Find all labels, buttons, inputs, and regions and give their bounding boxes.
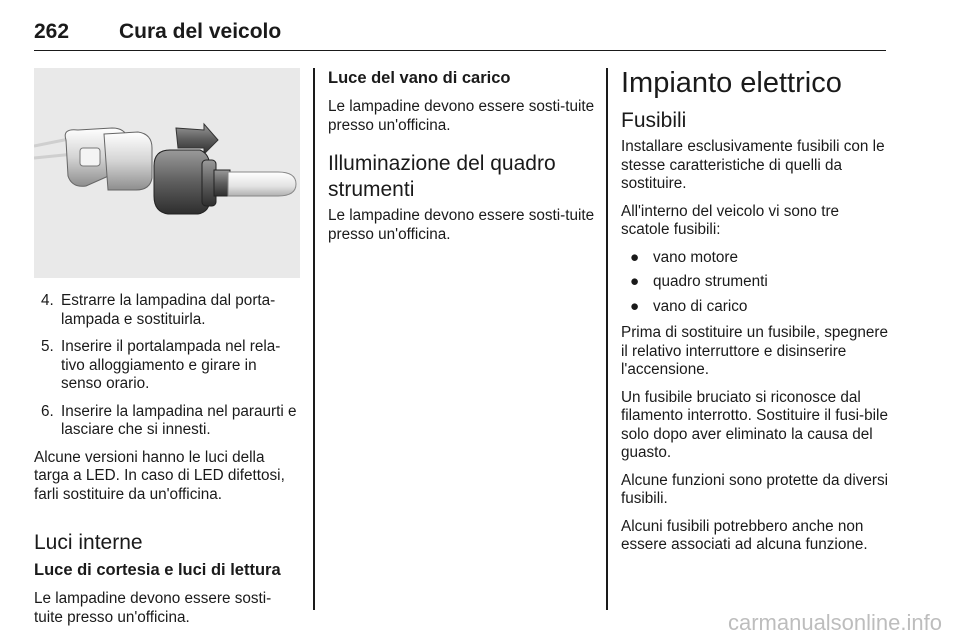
fuse-paragraph-5: Alcune funzioni sono protette da diversi fusibili. (621, 471, 889, 507)
list-item (34, 292, 300, 329)
column-divider-1 (313, 68, 315, 610)
fuse-paragraph-4: Un fusibile bruciato si riconosce dal filamento interrotto. Sostituire il fusi-bile solo dopo aver eliminato la causa del guasto. (621, 388, 888, 461)
column-left (34, 68, 300, 636)
watermark: carmanualsonline.info (727, 610, 942, 635)
column-divider-2 (606, 68, 608, 610)
page-header (34, 18, 886, 51)
list-item (34, 338, 300, 394)
list-item: ● quadro strumenti (630, 273, 768, 290)
fuse-paragraph-2: All'interno del veicolo vi sono tre scatole fusibili: (621, 202, 840, 238)
section-title-electrical: Impianto elettrico (621, 67, 842, 99)
bulb-holder-illustration (34, 68, 300, 278)
led-paragraph: Alcune versioni hanno le luci della targa a LED. In caso di LED difettosi, farli sostituire da un'officina. (34, 448, 285, 503)
step-text: Estrarre la lampadina dal porta-lampada e sostituirla. (61, 292, 276, 328)
list-item: ● vano di carico (630, 297, 748, 315)
fuse-paragraph-6: Alcuni fusibili potrebbero anche non essere associati ad alcuna funzione. (621, 517, 868, 553)
step-number: 6. (41, 402, 54, 420)
step-number: 4. (41, 292, 54, 309)
steps-list (34, 292, 300, 440)
instrument-paragraph: Le lampadine devono essere sosti-tuite presso un'officina. (328, 207, 595, 243)
bullet-icon: ● (630, 248, 640, 266)
column-right (621, 68, 891, 564)
step-text: Inserire il portalampada nel rela-tivo alloggiamento e girare in senso orario. (61, 338, 281, 392)
fuse-paragraph-1: Installare esclusivamente fusibili con le stesse caratteristiche di quelli da sostituire. (621, 138, 885, 192)
column-middle (328, 68, 598, 253)
bulb-holder-illustration-svg (34, 68, 300, 278)
list-item: ● vano motore (630, 248, 739, 266)
fuse-paragraph-3: Prima di sostituire un fusibile, spegnere il relativo interruttore e disinserire l'accensione. (621, 324, 888, 378)
chapter-title: Cura del veicolo (119, 20, 282, 43)
cargo-paragraph: Le lampadine devono essere sosti-tuite presso un'officina. (328, 98, 595, 134)
subheading-courtesy-lights: Luce di cortesia e luci di lettura (34, 561, 281, 579)
section-heading-instrument-lighting: Illuminazione del quadro strumenti (328, 152, 556, 201)
list-item (34, 403, 300, 440)
courtesy-paragraph: Le lampadine devono essere sosti-tuite presso un'officina. (34, 590, 272, 626)
section-heading-interior-lights: Luci interne (34, 531, 143, 554)
step-number: 5. (41, 338, 54, 355)
subheading-cargo-light: Luce del vano di carico (328, 69, 511, 87)
bullet-icon: ● (630, 273, 640, 290)
subsection-title-fuses: Fusibili (621, 109, 687, 132)
fusebox-list (621, 249, 891, 317)
step-text: Inserire la lampadina nel paraurti e lasciare che si innesti. (61, 402, 297, 438)
bullet-icon: ● (630, 297, 640, 315)
page-number: 262 (34, 20, 70, 43)
